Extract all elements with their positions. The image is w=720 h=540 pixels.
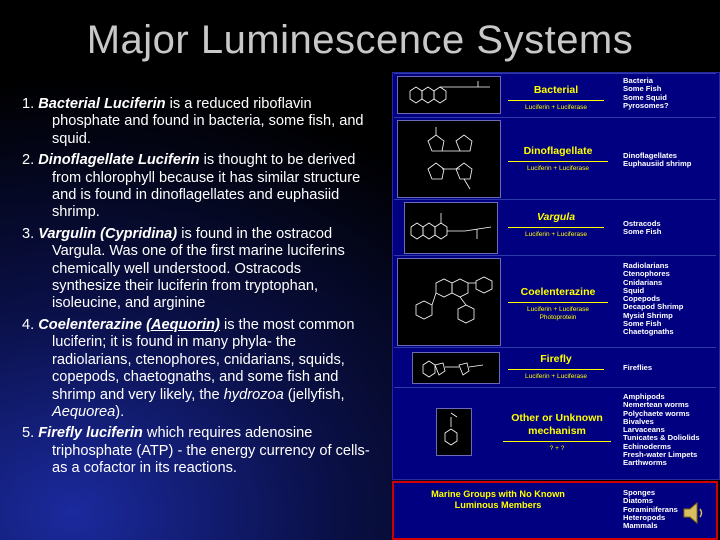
list-item-vargulin (22, 226, 372, 313)
item-name: Bacterial Luciferin (38, 96, 166, 112)
system-type-name: Bacterial (508, 84, 604, 101)
item-text-paren-close: ). (115, 403, 125, 420)
firefly-organisms: Fireflies (623, 363, 653, 372)
item-number: 2. (22, 152, 35, 169)
item-text: which requires adenosine triphosphate (ATP) - the energy currency of cells- as a cofactor in its reactions. (52, 425, 370, 477)
item-name: Dinoflagellate Luciferin (38, 152, 200, 169)
item-name: Firefly luciferin (38, 425, 143, 442)
item-text-aequorea: Aequorea (52, 403, 116, 420)
molecule-icon (398, 259, 500, 345)
bacterial-type-label (508, 84, 604, 112)
system-type-name: Firefly (508, 353, 604, 370)
system-type-sub: Luciferin + Luciferase (527, 306, 589, 313)
molecule-icon (437, 409, 471, 455)
item-text: is a reduced riboflavin phosphate and found in bacteria, some fish, and squid. (52, 96, 364, 147)
system-type-name: Other or Unknown mechanism (503, 412, 611, 442)
coelenterazine-structure-image (397, 258, 501, 346)
system-type-sub2: Photoprotein (539, 314, 577, 321)
item-number: 4. (22, 316, 35, 333)
item-text: is thought to be derived from chlorophyll because it has similar structure and is found in dinoflagellates and euphasiid shrimp. (52, 152, 361, 221)
list-item-coelenterazine (22, 317, 372, 421)
item-text: is the most common luciferin; it is found in many phyla- the radiolarians, ctenophores, cnidarians, squids, copepods, chaetognaths, and some fish and shrimp and very likely, the (52, 316, 355, 403)
coelenterazine-organisms: Radiolarians Ctenophores Cnidarians Squid Copepods Decapod Shrimp Mysid Shrimp Some Fish Chaetognaths (623, 261, 684, 337)
list-item-bacterial (22, 96, 372, 148)
system-type-sub: Luciferin + Luciferase (525, 104, 587, 111)
other-type-label (503, 412, 611, 453)
system-type-sub: ? + ? (549, 445, 565, 452)
item-text-hydrozoa: hydrozoa (223, 386, 284, 403)
other-structure-image (436, 408, 472, 456)
bacterial-structure-image (397, 76, 501, 114)
item-text: is found in the ostracod Vargula. Was one of the first marine luciferins chemically well understood. Ostracods synthesize their luciferin from tryptophan, isoleucine, and arginine (52, 225, 345, 312)
list-item-firefly (22, 425, 372, 477)
vargula-type-label (508, 211, 604, 239)
marine-organisms: Sponges Diatoms Foraminiferans Heteropods Mammals (623, 488, 678, 531)
item-name: Vargulin (Cypridina) (38, 225, 178, 242)
item-text-paren: (jellyfish, (283, 386, 345, 403)
system-type-name: Coelenterazine (508, 286, 608, 303)
speaker-icon[interactable] (682, 500, 706, 526)
vargula-structure-image (404, 202, 498, 254)
item-number: 1. (22, 96, 35, 112)
firefly-type-label (508, 353, 604, 381)
molecule-icon (398, 121, 500, 197)
list-item-dinoflagellate (22, 152, 372, 222)
dinoflagellate-type-label (508, 145, 608, 173)
bacterial-organisms: Bacteria Some Fish Some Squid Pyrosomes? (623, 76, 669, 110)
luciferin-list (22, 96, 372, 482)
marine-groups-label: Marine Groups with No Known Luminous Members (431, 489, 565, 510)
item-name-aequorin: (Aequorin) (146, 316, 220, 333)
item-name: Coelenterazine (38, 316, 143, 333)
dinoflagellate-structure-image (397, 120, 501, 198)
system-type-name: Dinoflagellate (508, 145, 608, 162)
dinoflagellate-organisms: Dinoflagellates Euphausiid shrimp (623, 151, 692, 169)
item-number: 3. (22, 225, 35, 242)
system-type-name: Vargula (508, 211, 604, 228)
system-type-sub: Luciferin + Luciferase (527, 165, 589, 172)
molecule-icon (398, 77, 500, 113)
molecule-icon (413, 353, 499, 383)
other-organisms: Amphipods Nemertean worms Polychaete worms Bivalves Larvaceans Tunicates & Doliolids Echinoderms Fresh-water Limpets Earthworms (623, 392, 700, 468)
firefly-structure-image (412, 352, 500, 384)
coelenterazine-type-label (508, 286, 608, 322)
system-type-sub: Luciferin + Luciferase (525, 373, 587, 380)
system-type-sub: Luciferin + Luciferase (525, 231, 587, 238)
slide-title: Major Luminescence Systems (86, 18, 634, 62)
vargula-organisms: Ostracods Some Fish (623, 219, 662, 237)
item-number: 5. (22, 425, 35, 442)
molecule-icon (405, 203, 497, 253)
